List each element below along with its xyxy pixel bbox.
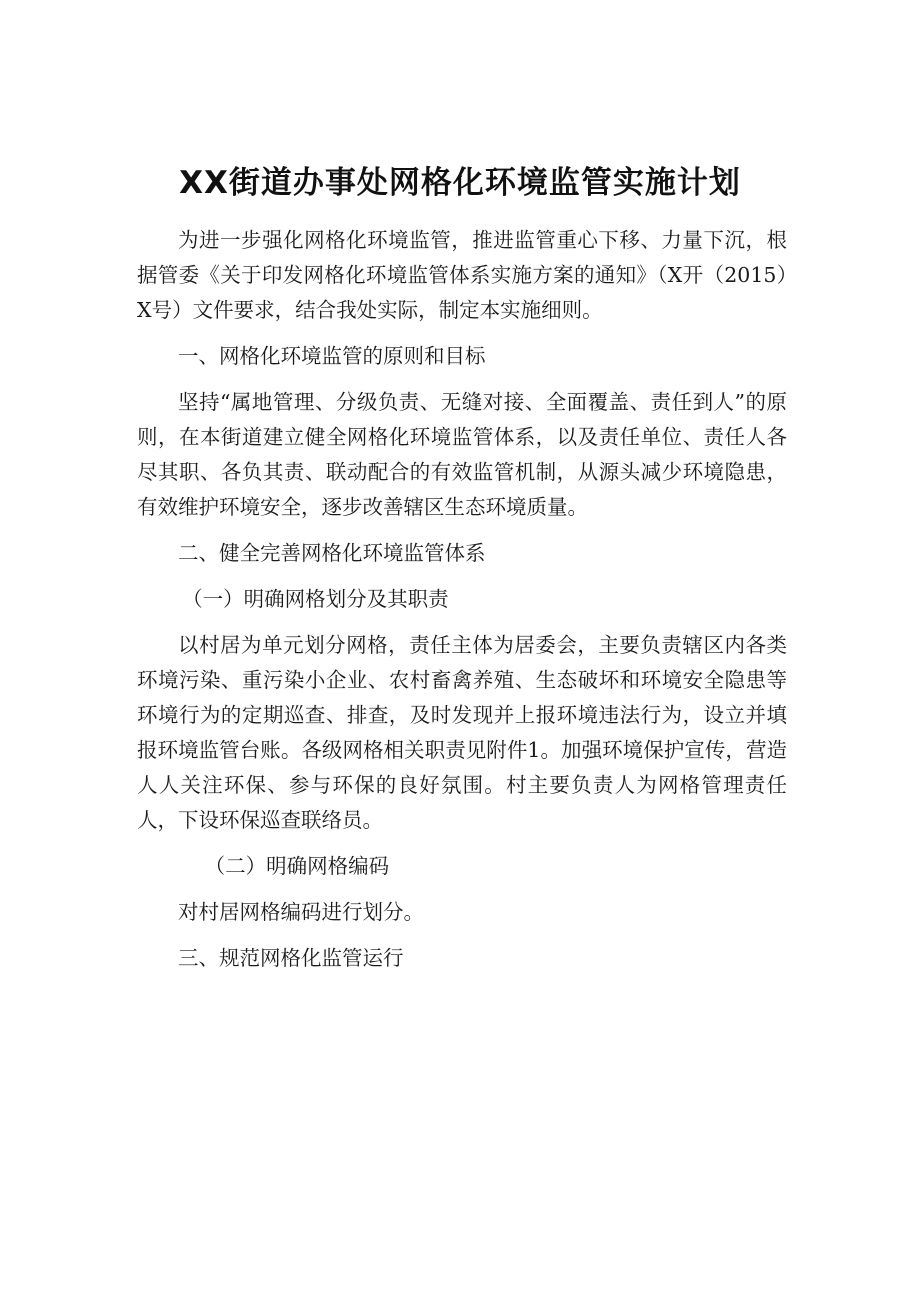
document-title: XX街道办事处网格化环境监管实施计划 <box>179 165 741 201</box>
intro-paragraph: 为进一步强化网格化环境监管，推进监管重心下移、力量下沉，根据管委《关于印发网格化环境监管体系实施方案的通知》（X开（2015）X号）文件要求，结合我处实际，制定本实施细则。 <box>137 228 787 322</box>
section-heading-2: 二、健全完善网格化环境监管体系 <box>178 541 486 565</box>
section-heading-1: 一、网格化环境监管的原则和目标 <box>178 344 486 368</box>
document-body <box>137 223 787 987</box>
principle-paragraph: 坚持“属地管理、分级负责、无缝对接、全面覆盖、责任到人”的原则，在本街道建立健全网格化环境监管体系，以及责任单位、责任人各尽其职、各负其责、联动配合的有效监管机制，从源头减少环境隐患，有效维护环境安全，逐步改善辖区生态环境质量。 <box>137 390 787 519</box>
section-heading-3: 三、规范网格化监管运行 <box>178 946 404 970</box>
grid-duty-paragraph: 以村居为单元划分网格，责任主体为居委会，主要负责辖区内各类环境污染、重污染小企业、农村畜禽养殖、生态破坏和环境安全隐患等环境行为的定期巡查、排查，及时发现并上报环境违法行为，设立并填报环境监管台账。各级网格相关职责见附件1。加强环境保护宣传，营造人人关注环保、参与环保的良好氛围。村主要负责人为网格管理责任人，下设环保巡查联络员。 <box>137 633 787 832</box>
subsection-heading-1: （一）明确网格划分及其职责 <box>182 587 449 611</box>
subsection-heading-2: （二）明确网格编码 <box>204 854 390 878</box>
grid-code-paragraph: 对村居网格编码进行划分。 <box>178 900 424 924</box>
